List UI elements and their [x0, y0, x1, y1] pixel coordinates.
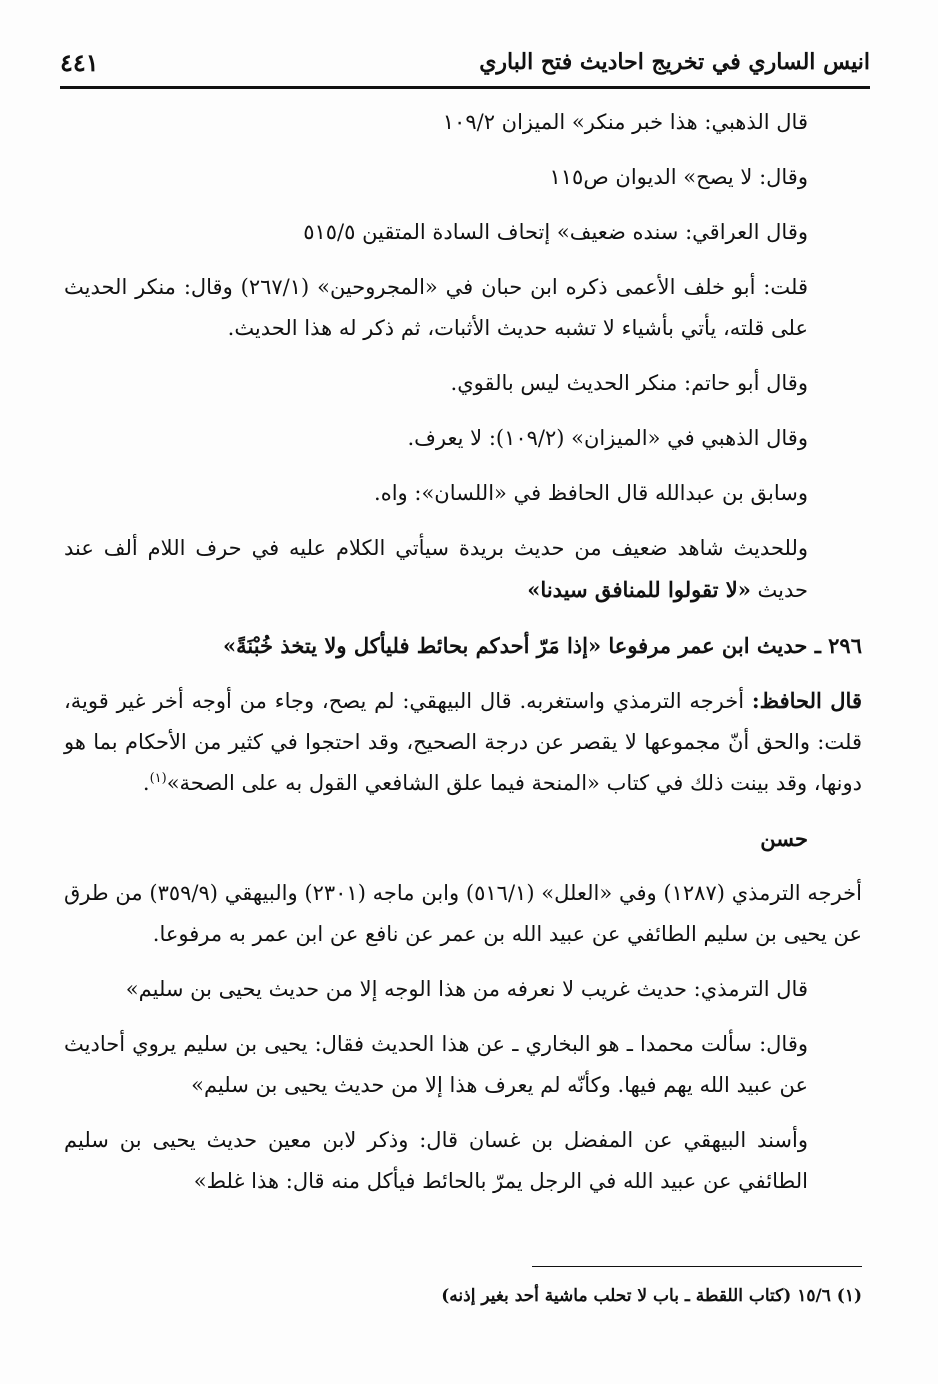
- page-number: ٤٤١: [60, 47, 99, 77]
- paragraph-takhrij: أخرجه الترمذي (١٢٨٧) وفي «العلل» (٥١٦/١) وابن ماجه (٢٣٠١) والبيهقي (٣٥٩/٩) من طرق عن يحيى بن سليم الطائفي عن عبيد الله بن عمر عن نافع عن ابن عمر به مرفوعا.: [64, 881, 862, 946]
- paragraph-sabiq: وسابق بن عبدالله قال الحافظ في «اللسان»: واه.: [374, 481, 808, 505]
- paragraph-abu-hatim: وقال أبو حاتم: منكر الحديث ليس بالقوي.: [450, 371, 808, 395]
- hadith-grade: حسن: [760, 826, 808, 851]
- paragraph-abu-khalaf: قلت: أبو خلف الأعمى ذكره ابن حبان في «المجروحين» (٢٦٧/١) وقال: منكر الحديث على قلته، يأتي بأشياء لا تشبه حديث الأثبات، ثم ذكر له هذا الحديث.: [64, 275, 808, 340]
- paragraph-iraqi-quote: وقال العراقي: سنده ضعيف» إتحاف السادة المتقين ٥١٥/٥: [303, 220, 808, 244]
- page-body: [64, 102, 862, 1216]
- footnote-rule: [532, 1266, 862, 1267]
- book-title: انيس الساري في تخريج احاديث فتح الباري: [479, 49, 870, 75]
- footnote: (١) ١٥/٦ (كتاب اللقطة ـ باب لا تحلب ماشية أحد بغير إذنه): [441, 1286, 862, 1306]
- running-header: [60, 40, 870, 84]
- shahid-hadith-title: «لا تقولوا للمنافق سيدنا»: [527, 577, 751, 602]
- footnote-reference: (١): [149, 771, 167, 786]
- hadith-296-heading: ٢٩٦ ـ حديث ابن عمر مرفوعا «إذا مَرّ أحدكم بحائط فليأكل ولا يتخذ خُبْنَةً»: [223, 633, 862, 658]
- header-rule: [60, 86, 870, 89]
- paragraph-bukhari-quote: وقال: سألت محمدا ـ هو البخاري ـ عن هذا الحديث فقال: يحيى بن سليم يروي أحاديث عن عبيد الله يهم فيها. وكأنّه لم يعرف هذا إلا من حديث يحيى بن سليم»: [64, 1032, 808, 1097]
- paragraph-bayhaqi-quote: وأسند البيهقي عن المفضل بن غسان قال: وذكر لابن معين حديث يحيى بن سليم الطائفي عن عبيد الله في الرجل يمرّ بالحائط فيأكل منه قال: هذا غلط»: [64, 1128, 808, 1193]
- paragraph-diwan-quote: وقال: لا يصح» الديوان ص١١٥: [549, 165, 808, 189]
- paragraph-hafiz-commentary: [64, 680, 862, 804]
- paragraph-dhahabi-quote: قال الذهبي: هذا خبر منكر» الميزان ١٠٩/٢: [442, 110, 808, 134]
- shahid-text: وللحديث شاهد ضعيف من حديث بريدة سيأتي الكلام عليه في حرف اللام ألف عند حديث: [64, 536, 808, 602]
- paragraph-mizan: وقال الذهبي في «الميزان» (١٠٩/٢): لا يعرف.: [407, 426, 808, 450]
- hafiz-end: .: [142, 771, 150, 795]
- paragraph-tirmidhi-quote: قال الترمذي: حديث غريب لا نعرفه من هذا الوجه إلا من حديث يحيى بن سليم»: [125, 977, 808, 1001]
- hafiz-label: قال الحافظ:: [751, 688, 862, 713]
- hafiz-text: أخرجه الترمذي واستغربه. قال البيهقي: لم يصح، وجاء من أوجه أخر غير قوية، قلت: والحق أنّ مجموعها لا يقصر عن درجة الصحيح، وقد احتجوا في كثير من الأحكام بما هو دونها، وقد بينت ذلك في كتاب «المنحة فيما علق الشافعي القول به على الصحة»: [64, 689, 862, 795]
- paragraph-shahid: [64, 528, 862, 611]
